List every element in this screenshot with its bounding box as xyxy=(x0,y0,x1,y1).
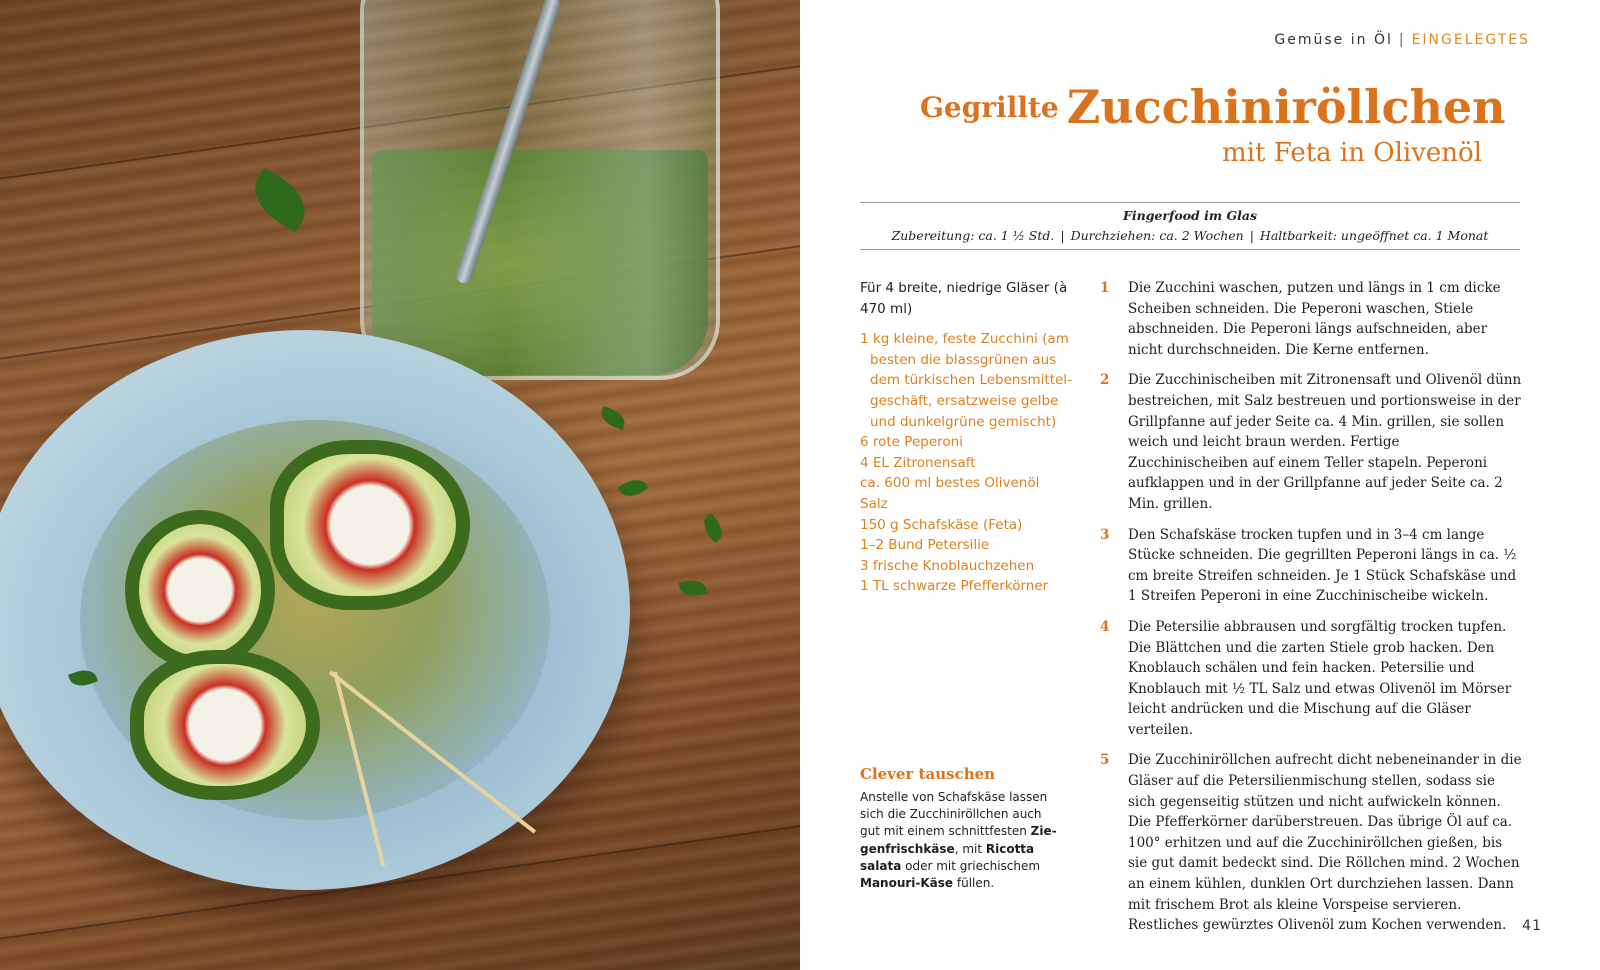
ingredient-item: 4 EL Zitronensaft xyxy=(860,454,976,471)
step-number: 5 xyxy=(1100,752,1110,769)
ingredient-item: 150 g Schafskäse (Feta) xyxy=(860,516,1023,533)
step-text: Den Schafskäse trocken tupfen und in 3–4 cm lange Stücke schneiden. Die gegrillten Peperoni längs in ca. ½ cm breite Streifen schneiden. Je 1 Stück Schafskäse und 1 Streifen Peperoni in eine Zucchinischeibe wickeln. xyxy=(1128,526,1517,605)
step-number: 3 xyxy=(1100,526,1110,543)
category-label: EINGELEGTES xyxy=(1411,32,1530,48)
parsley-leaf xyxy=(679,578,707,598)
meta-separator: | xyxy=(1249,228,1254,243)
step-text: Die Zucchinischeiben mit Zitronensaft und Olivenöl dünn bestreichen, mit Salz bestreuen und portionsweise in der Grillpfanne auf jeder Seite ca. 4 Min. grillen, sie sollen weich und leicht braun werden. Fertige Zucchinischeiben auf einem Teller stapeln. Peperoni aufklappen und in der Grillpfanne auf jeder Seite ca. 2 Min. grillen. xyxy=(1128,372,1522,512)
recipe-subtitle: mit Feta in Olivenöl xyxy=(1222,138,1482,168)
parsley-leaf xyxy=(598,406,628,430)
ingredient-item: 6 rote Peperoni xyxy=(860,434,963,451)
ingredient-item: Salz xyxy=(860,495,888,512)
tip-text xyxy=(860,789,1065,892)
zucchini-roll xyxy=(130,650,320,800)
title-main: Zucchiniröllchen xyxy=(1066,80,1506,134)
prep-time: Zubereitung: ca. 1 ½ Std. xyxy=(891,228,1055,243)
instruction-steps xyxy=(1100,278,1522,946)
parsley-leaf xyxy=(618,475,649,502)
zucchini-roll xyxy=(125,510,275,670)
marinate-time: Durchziehen: ca. 2 Wochen xyxy=(1070,228,1244,243)
tip-highlight: Ziegenfrischkäse xyxy=(860,824,1057,856)
running-head xyxy=(1274,32,1530,48)
divider xyxy=(860,249,1520,250)
section-label: Gemüse in Öl xyxy=(1274,32,1393,48)
yield: Für 4 breite, niedrige Gläser (à 470 ml) xyxy=(860,280,1068,317)
step xyxy=(1100,370,1522,514)
ingredients-column xyxy=(860,278,1080,597)
tip-text-part: Anstelle von Schafskäse lassen sich die Zucchiniröllchen auch gut mit einem schnittfesten xyxy=(860,790,1048,839)
ingredient-item: 1–2 Bund Petersilie xyxy=(860,537,990,554)
step-text: Die Zucchini waschen, putzen und längs in 1 cm dicke Scheiben schneiden. Die Peperoni waschen, Stiele abschneiden. Die Peperoni längs aufschneiden, aber nicht durchschneiden. Die Kerne entfernen. xyxy=(1128,280,1501,358)
recipe-title xyxy=(920,80,1520,134)
tip-text-part: füllen. xyxy=(953,876,995,891)
step-text: Die Zucchiniröllchen aufrecht dicht nebeneinander in die Gläser auf die Petersilienmischung stellen, sodass sie sich gegenseitig stützen und nicht aufwickeln können. Die Pfefferkörner darüberstreuen. Das übrige Öl auf ca. 100° erhitzen und auf die Zucchiniröllchen gießen, bis sie gut damit bedeckt sind. Die Röllchen mind. 2 Wochen an einem kühlen, dunklen Ort durchziehen lassen. Dann mit frischem Brot als kleine Vorspeise servieren. Restliches gewürztes Olivenöl zum Kochen verwenden. xyxy=(1128,752,1522,934)
recipe-meta xyxy=(860,206,1520,246)
tip-text-part: oder mit griechischem xyxy=(901,858,1041,873)
ingredient-item: 1 TL schwarze Pfefferkörner xyxy=(860,578,1049,595)
step-number: 2 xyxy=(1100,372,1110,389)
step xyxy=(1100,525,1522,607)
page-number: 41 xyxy=(1522,918,1542,934)
step-number: 4 xyxy=(1100,618,1110,635)
recipe-times xyxy=(860,226,1520,246)
divider xyxy=(860,202,1520,203)
tip-highlight: Manouri-Käse xyxy=(860,876,954,891)
step xyxy=(1100,750,1522,935)
zucchini-roll xyxy=(270,440,470,610)
ingredient-item: ca. 600 ml bestes Olivenöl xyxy=(860,475,1040,492)
ingredient-item: 3 frische Knoblauchzehen xyxy=(860,557,1035,574)
step xyxy=(1100,617,1522,741)
tip-box xyxy=(860,765,1065,892)
step-text: Die Petersilie abbrausen und sorgfältig trocken tupfen. Die Blättchen und die zarten Stiele grob hacken. Den Knoblauch schälen und fein hacken. Petersilie und Knoblauch mit ½ TL Salz und etwas Olivenöl im Mörser leicht andrücken und die Mischung auf die Gläser verteilen. xyxy=(1128,618,1512,738)
ingredient-item: 1 kg kleine, feste Zucchini (am besten die blassgrünen aus dem türkischen Lebensmittelgeschäft, ersatzweise gelbe und dunkelgrüne gemischt) xyxy=(860,331,1072,430)
recipe-type: Fingerfood im Glas xyxy=(1122,208,1258,223)
ingredient-list xyxy=(860,329,1080,597)
recipe-page xyxy=(800,0,1600,970)
parsley-leaf xyxy=(699,513,728,543)
meta-separator: | xyxy=(1060,228,1065,243)
step-number: 1 xyxy=(1100,280,1110,296)
parsley-leaf xyxy=(244,168,316,233)
tip-highlight: Ricotta salata xyxy=(860,841,1035,873)
step xyxy=(1100,278,1522,360)
shelf-life: Haltbarkeit: ungeöffnet ca. 1 Monat xyxy=(1259,228,1489,243)
running-head-separator: | xyxy=(1398,32,1406,48)
tip-title: Clever tauschen xyxy=(860,765,996,783)
tip-text-part: , mit xyxy=(954,841,986,856)
title-prefix: Gegrillte xyxy=(920,91,1059,124)
